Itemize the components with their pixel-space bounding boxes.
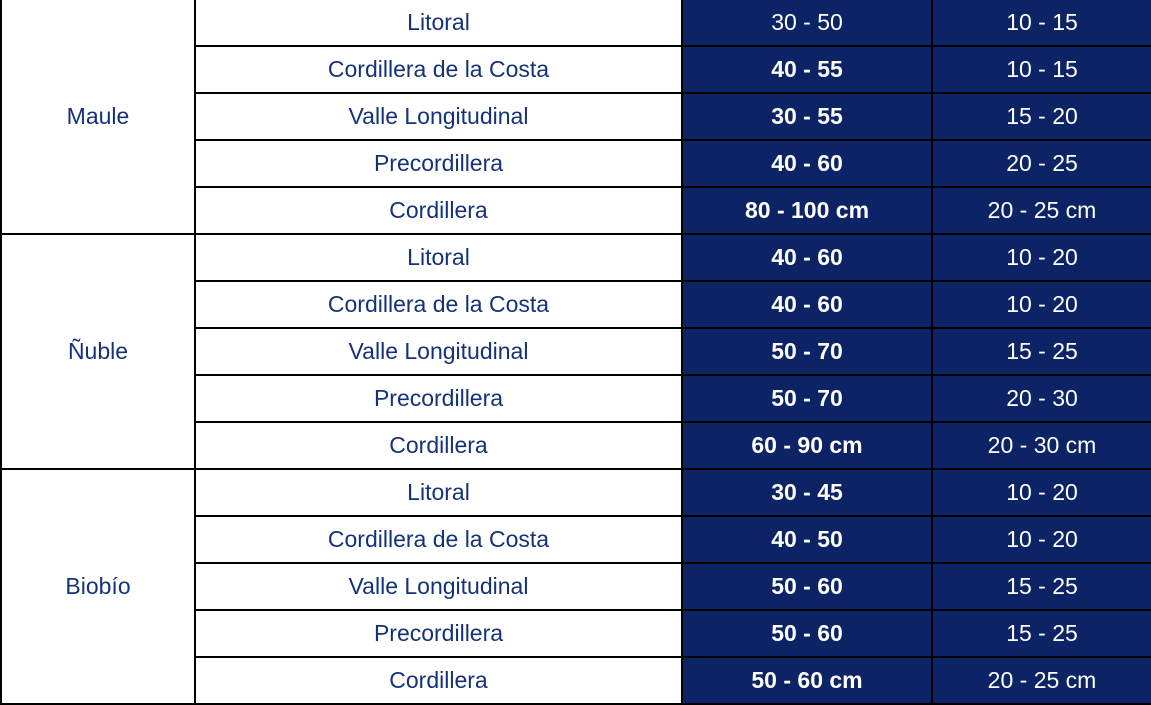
range1-cell: 50 - 60 cm [682,657,932,704]
range1-cell: 50 - 60 [682,610,932,657]
range1-cell: 40 - 50 [682,516,932,563]
zone-cell: Cordillera de la Costa [195,281,682,328]
range1-cell: 40 - 60 [682,234,932,281]
zone-cell: Cordillera [195,187,682,234]
range1-cell: 60 - 90 cm [682,422,932,469]
zone-cell: Litoral [195,469,682,516]
table-row [1,0,1151,46]
range2-cell: 20 - 25 cm [932,187,1151,234]
table-body [1,0,1151,704]
range1-cell: 30 - 50 [682,0,932,46]
range2-cell: 10 - 15 [932,46,1151,93]
range1-cell: 50 - 70 [682,375,932,422]
region-cell: Biobío [1,469,195,704]
region-cell: Maule [1,0,195,234]
range1-cell: 40 - 55 [682,46,932,93]
range2-cell: 20 - 30 cm [932,422,1151,469]
range1-cell: 80 - 100 cm [682,187,932,234]
range2-cell: 15 - 25 [932,610,1151,657]
range1-cell: 50 - 60 [682,563,932,610]
range2-cell: 10 - 20 [932,234,1151,281]
range2-cell: 15 - 20 [932,93,1151,140]
range2-cell: 10 - 20 [932,469,1151,516]
range2-cell: 10 - 15 [932,0,1151,46]
zone-cell: Precordillera [195,140,682,187]
range2-cell: 15 - 25 [932,328,1151,375]
zone-cell: Valle Longitudinal [195,93,682,140]
region-cell: Ñuble [1,234,195,469]
zone-cell: Precordillera [195,610,682,657]
zone-cell: Cordillera [195,657,682,704]
range1-cell: 40 - 60 [682,281,932,328]
zone-cell: Litoral [195,0,682,46]
range2-cell: 10 - 20 [932,516,1151,563]
range1-cell: 40 - 60 [682,140,932,187]
range1-cell: 30 - 45 [682,469,932,516]
zone-cell: Cordillera de la Costa [195,46,682,93]
zone-cell: Valle Longitudinal [195,563,682,610]
table-row [1,469,1151,516]
range2-cell: 10 - 20 [932,281,1151,328]
range2-cell: 20 - 25 [932,140,1151,187]
range2-cell: 15 - 25 [932,563,1151,610]
range2-cell: 20 - 30 [932,375,1151,422]
range2-cell: 20 - 25 cm [932,657,1151,704]
zone-cell: Cordillera [195,422,682,469]
zone-cell: Cordillera de la Costa [195,516,682,563]
range1-cell: 50 - 70 [682,328,932,375]
range1-cell: 30 - 55 [682,93,932,140]
zone-cell: Precordillera [195,375,682,422]
zone-cell: Valle Longitudinal [195,328,682,375]
zone-cell: Litoral [195,234,682,281]
table-row [1,234,1151,281]
